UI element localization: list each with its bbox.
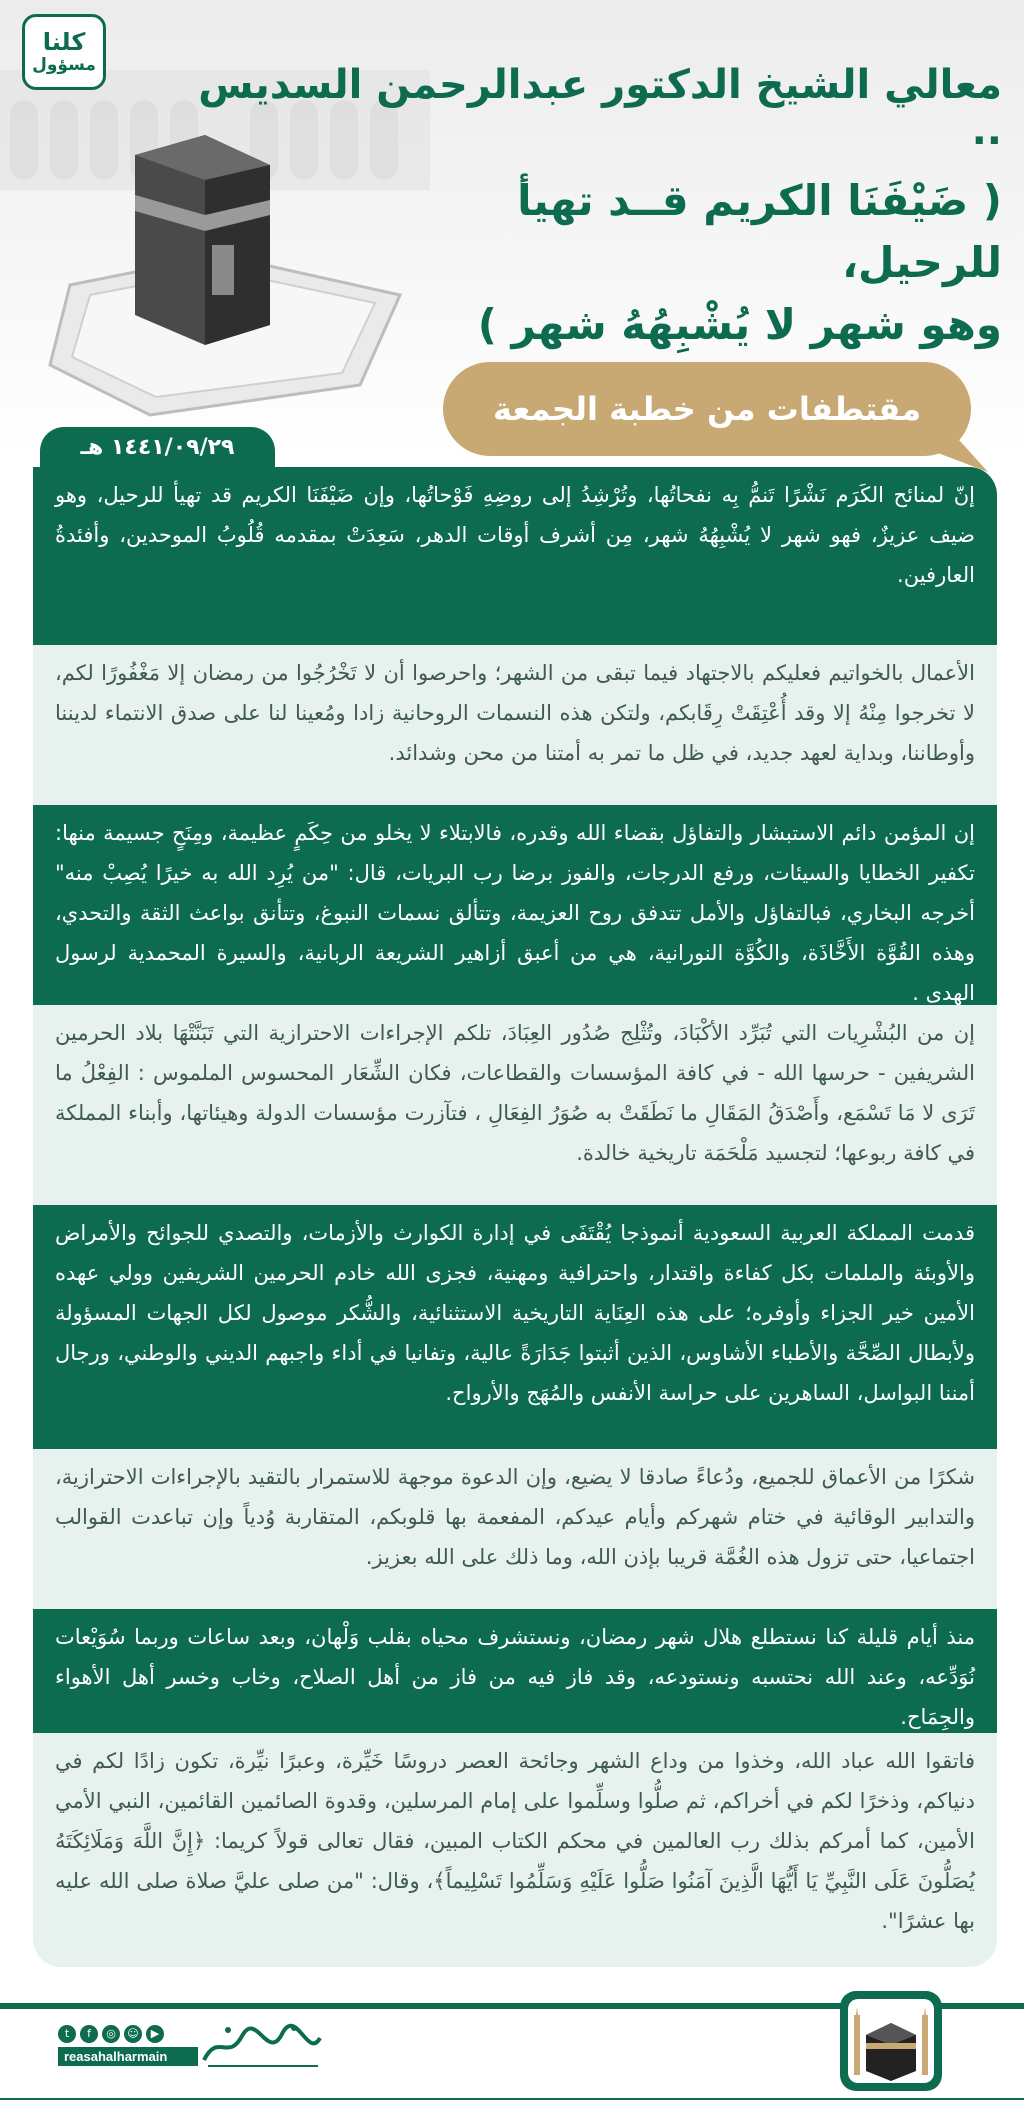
social-icons-row <box>58 2024 198 2043</box>
paragraph-7: منذ أيام قليلة كنا نستطلع هلال شهر رمضان، ونستشرف محياه بقلب وَلْهان، وبعد ساعات وربما سُوَيْعات نُوَدِّعه، وعند الله نحتسبه ونستودعه، وقد فاز فيه من فاز من أهل الصلاح، وخاب وخسر أهل الأهواء والجِمَاح. <box>33 1609 997 1733</box>
date-tab <box>40 427 275 467</box>
snapchat-icon[interactable]: ☺ <box>124 2025 142 2043</box>
quote-line-2: وهو شهر لا يُشْبِهُهُ شهر ) <box>477 300 1002 349</box>
logo-line-1: كلنا <box>42 28 86 56</box>
paragraph-6: شكرًا من الأعماق للجميع، ودُعاءً صادقا لا يضيع، وإن الدعوة موجهة للاستمرار بالتقيد بالإجراءات الاحترازية، والتدابير الوقائية في ختام شهركم وأيام عيدكم، المفعمة بها قلوبكم، المتقاربة وُدياً وإن تباعدت القوالب اجتماعيا، حتى تزول هذه الغُمَّة قريبا بإذن الله، وما ذلك على الله بعزيز. <box>33 1449 997 1609</box>
paragraph-1: إنّ لمنائح الكَرَم نَشْرًا تَنمُّ بِه نفحاتُها، وتُرْشِدُ إلى روضِهِ فَوْحاتُها، وإن ضَيْفَنَا الكريم قد تهيأ للرحيل، وهو ضيف عزيزٌ، فهو شهر لا يُشْبِهُهُ شهر، مِن أشرف أوقات الدهر، سَعِدَتْ بمقدمه قُلُوبُ الموحدين، وأفئدةُ العارفين. <box>33 467 997 645</box>
content-panel <box>33 467 997 1967</box>
quote-line-1: ( ضَيْفَنَا الكريم قــد تهيأ للرحيل، <box>517 176 1002 287</box>
paragraph-2: الأعمال بالخواتيم فعليكم بالاجتهاد فيما تبقى من الشهر؛ واحرصوا أن لا تَخْرُجُوا من رمضان إلا مَغْفُورًا لكم، لا تخرجوا مِنْهُ إلا وقد أُعْتِقَتْ رِقَابكم، ولتكن هذه النسمات الروحانية زادا ومُعينا لنا على صدق الانتماء لديننا وأوطاننا، وبداية لعهد جديد، في ظل ما تمر به أمتنا من محن وشدائد. <box>33 645 997 805</box>
twitter-icon[interactable]: t <box>58 2025 76 2043</box>
presidency-seal-logo <box>836 1985 946 2097</box>
calligraphy-logo <box>198 2022 326 2072</box>
paragraph-5: قدمت المملكة العربية السعودية أنموذجا يُقْتَفَى في إدارة الكوارث والأزمات، والتصدي للجوائح والأمراض والأوبئة والملمات بكل كفاءة واقتدار، واحترافية ومهنية، فجزى الله خادم الحرمين الشريفين وولي عهده الأمين خير الجزاء وأوفره؛ على هذه العِنَاية التاريخية الاستثنائية، والشُّكر موصول لكل الجهات المسؤولة ولأبطال الصِّحَّة والأطباء الأشاوس، الذين أثبتوا جَدَارَةً عالية، وتفانيا في أداء واجبهم الديني والوطني، ورجال أمننا البواسل، الساهرين على حراسة الأنفس والمُهَج والأرواح. <box>33 1205 997 1449</box>
page-title: معالي الشيخ الدكتور عبدالرحمن السديس .. <box>198 62 1002 154</box>
section-label-bubble <box>443 362 971 456</box>
instagram-icon[interactable]: ◎ <box>102 2025 120 2043</box>
paragraph-8: فاتقوا الله عباد الله، وخذوا من وداع الشهر وجائحة العصر دروسًا خَيِّرة، وعبرًا نيِّرة، تكون زادًا لكم في دنياكم، وذخرًا لكم في أخراكم، ثم صلُّوا وسلِّموا على إمام المرسلين، وقدوة الصائمين القائمين، النبي الأمي الأمين، كما أمركم بذلك رب العالمين في محكم الكتاب المبين، فقال تعالى قولاً كريما: ﴿إِنَّ اللَّهَ وَمَلَائِكَتَهُ يُصَلُّونَ عَلَى النَّبِيِّ يَا أَيُّهَا الَّذِينَ آمَنُوا صَلُّوا عَلَيْهِ وَسَلِّمُوا تَسْلِيماً﴾، وقال: "من صلى عليَّ صلاة صلى الله عليه بها عشرًا". <box>33 1733 997 1967</box>
hijri-date: ١٤٤١/٠٩/٢٩ هـ <box>80 434 235 460</box>
social-links <box>58 2024 198 2066</box>
footer-bottom-line <box>0 2098 1024 2100</box>
facebook-icon[interactable]: f <box>80 2025 98 2043</box>
paragraph-4: إن من البُشْرِيات التي تُبَرِّد الأكْبَادَ، وتُثْلِج صُدُور العِبَادَ، تلكم الإجراءات الاحترازية التي تَبَنَّتْهَا بلاد الحرمين الشريفين - حرسها الله - في كافة المؤسسات والقطاعات، فكان الشِّعَار المحسوس الملموس : الفِعْلُ ما تَرَى لا مَا تَسْمَع، وأَصْدَقُ المَقَالِ ما نَطَقَتْ به صُوَرُ الفِعَالِ ، فتآزرت مؤسسات الدولة وهيئاتها، وأبناء المملكة في كافة ربوعها؛ لتجسيد مَلْحَمَة تاريخية خالدة. <box>33 1005 997 1205</box>
paragraph-3: إن المؤمن دائم الاستبشار والتفاؤل بقضاء الله وقدره، فالابتلاء لا يخلو من حِكَمٍ عظيمة، ومِنَحٍ جسيمة منها: تكفير الخطايا والسيئات، ورفع الدرجات، والفوز برضا رب البريات، قال: "من يُرِد الله به خيرًا يُصِبْ منه" أخرجه البخاري، فبالتفاؤل والأمل تتدفق روح العزيمة، وتتألق نسمات النبوغ، وتتأنق بواعث الثقة والتحدي، وهذه القُوَّة الأَخَّاذَة، والكُوَّة النورانية، هي من أعبق أزاهير الشريعة الربانية، والسيرة المحمدية لرسول الهدى . <box>33 805 997 1005</box>
social-handle[interactable]: reasahalharmain <box>58 2047 198 2066</box>
youtube-icon[interactable]: ▶ <box>146 2025 164 2043</box>
logo-line-2: مسؤول <box>32 55 96 75</box>
section-label: مقتطفات من خطبة الجمعة <box>493 390 921 428</box>
